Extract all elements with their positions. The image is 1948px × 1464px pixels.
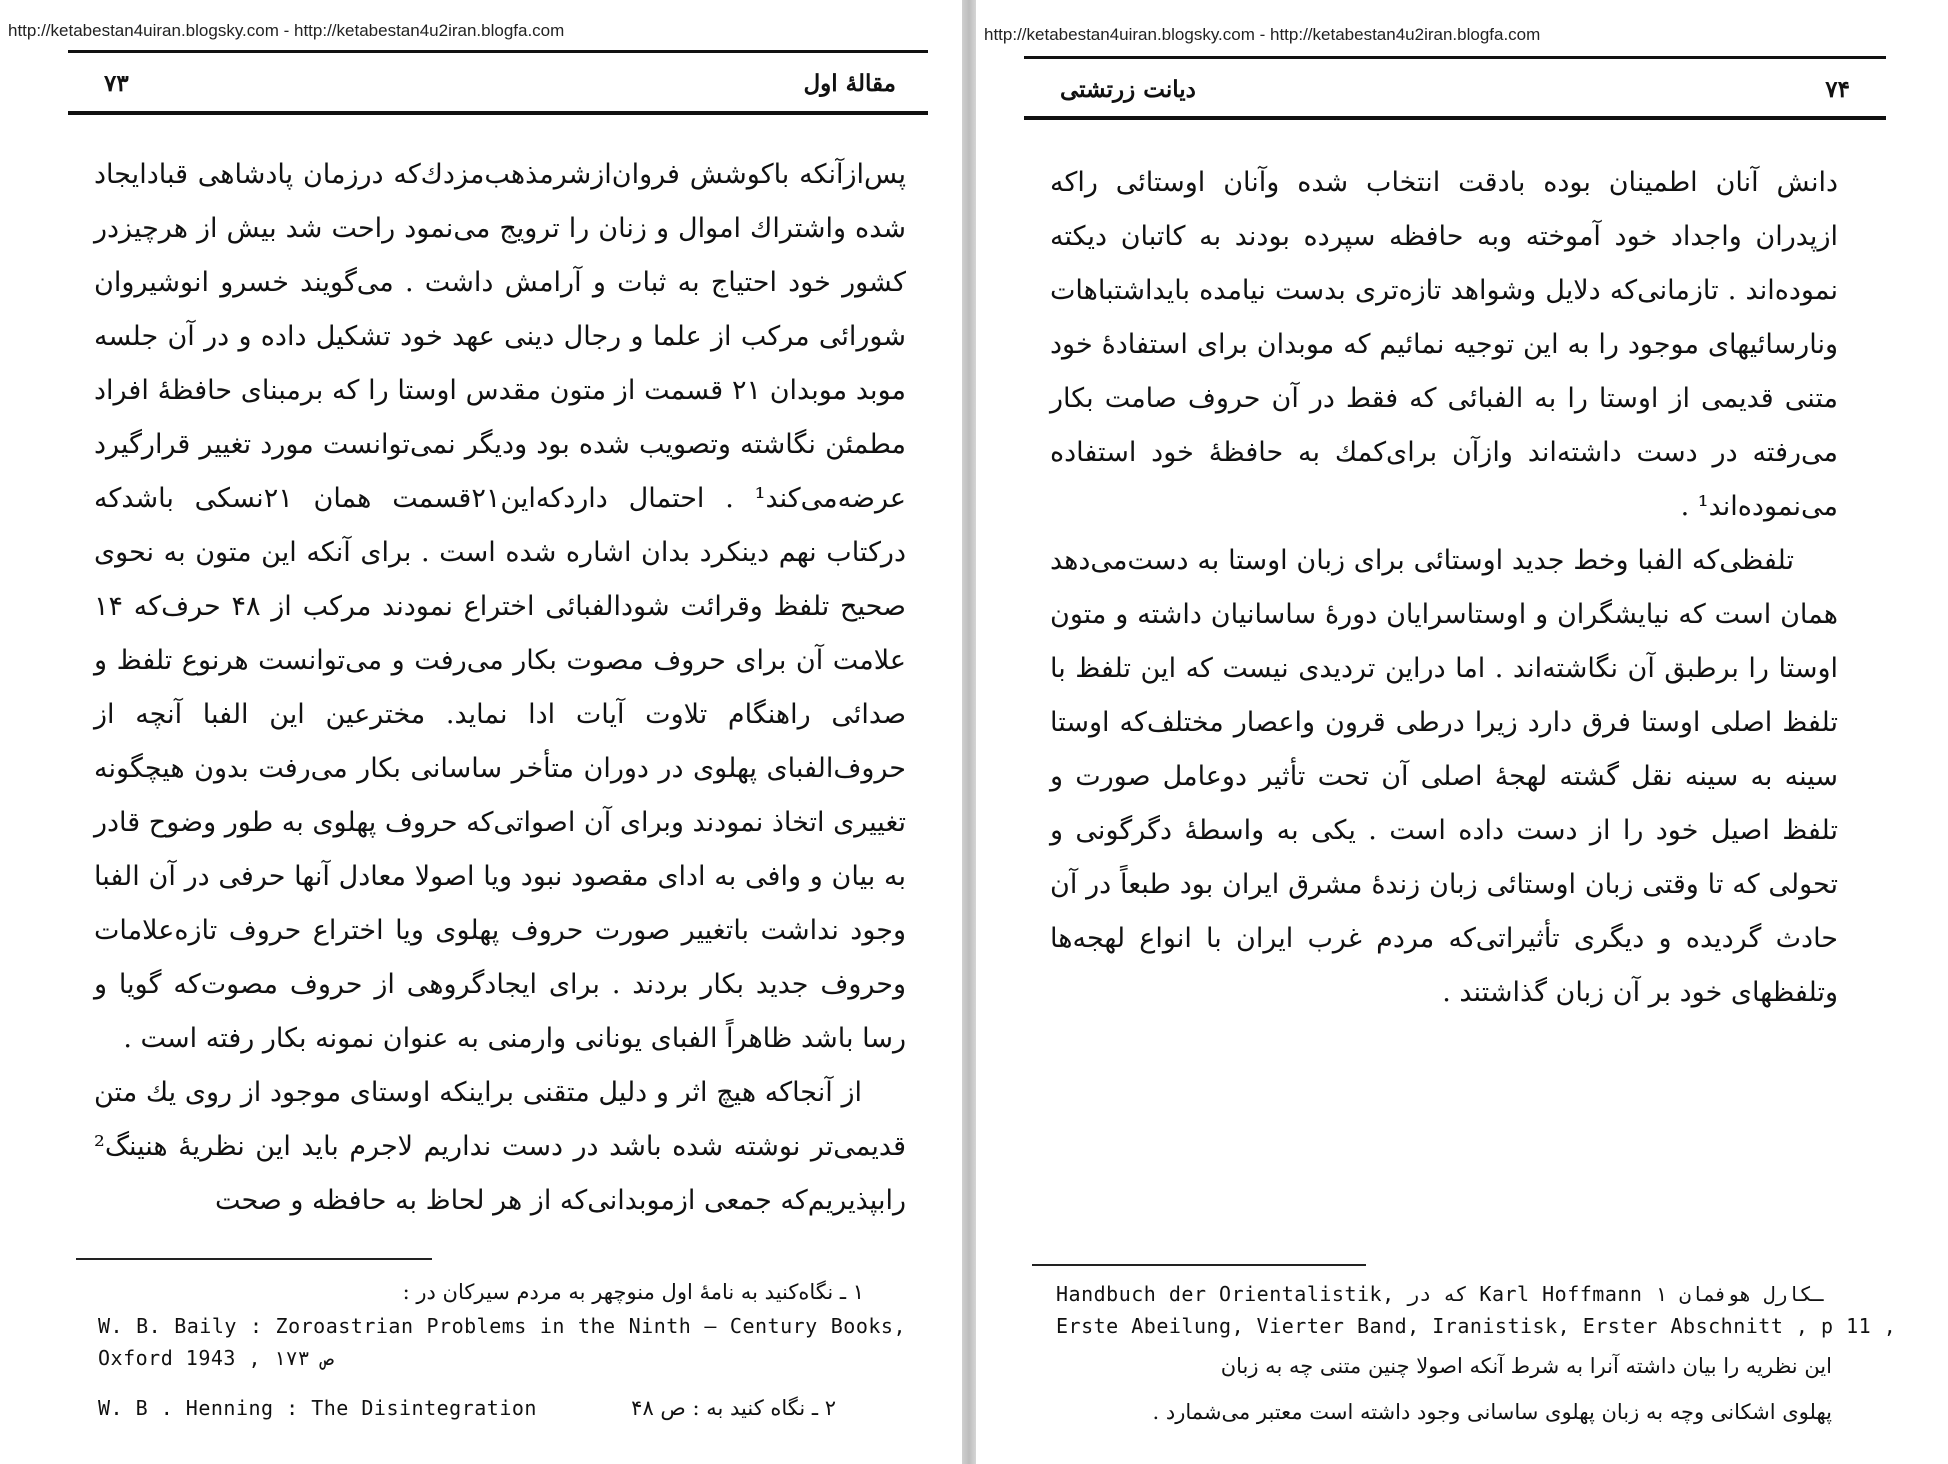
running-title: دیانت زرتشتی [1060,76,1196,103]
footnote-ref: W. B. Baily : Zoroastrian Problems in the Ninth – Century Books, [98,1314,906,1338]
header-rule-top [68,50,928,53]
footnote-1: ۱ ـ نگاه‌کنید به نامهٔ اول منوچهر به مردم سیرکان در : [402,1280,864,1304]
footnote-text: این نظریه را بیان داشته آنرا به شرط آنکه اصولا چنین متنی چه به زبان [1220,1354,1832,1378]
paragraph: پس‌ازآنکه باکوشش فروان‌ازشرمذهب‌مزدك‌که درزمان پادشاهی قبادایجاد شده واشتراك اموال و زنان را ترویج می‌نمود راحت شد بیش از هرچیزدر کشور خود احتیاج به ثبات و آرامش داشت . می‌گویند خسرو انوشیروان شورائی مرکب از علما و رجال دینی عهد خود تشکیل داده و در آن جلسه موبد موبدان ۲۱ قسمت از متون مقدس اوستا را که برمبنای حافظهٔ افراد مطمئن نگاشته وتصویب شده بود ودیگر نمی‌توانست مورد تغییر قرارگیرد عرضه‌می‌کند¹ . احتمال داردکه‌این۲۱قسمت همان ۲۱نسکی باشدکه درکتاب نهم دینکرد بدان اشاره شده است . برای آنکه این متون به نحوی صحیح تلفظ وقرائت شودالفبائی اختراع نمودند مرکب از ۴۸ حرف‌که ۱۴ علامت آن برای حروف مصوت بکار می‌رفت و می‌توانست هرنوع تلفظ و صدائی راهنگام تلاوت آیات ادا نماید. مخترعین این الفبا آنچه از حروف‌الفبای پهلوی در دوران متأخر ساسانی بکار می‌رفت بدون هیچگونه تغییری اتخاذ نمودند وبرای آن اصواتی‌که حروف پهلوی به طور وضوح قادر به بیان و وافی به ادای مقصود نبود ویا اصولا معادل آنها حرفی در آن الفبا وجود نداشت باتغییر صورت حروف پهلوی ویا اختراع حروف تازه‌علامات وحروف جدید بکار بردند . برای ایجادگروهی از حروف مصوت‌که گویا و رسا باشد ظاهراً الفبای یونانی وارمنی به عنوان نمونه بکار رفته است . [94,159,906,1054]
paragraph: از آنجاکه هیچ اثر و دلیل متقنی براینکه اوستای موجود از روی یك متن قدیمی‌تر نوشته شده باشد در دست نداریم لاجرم باید این نظریهٔ هنینگ² رابپذیریم‌که جمعی ازموبدانی‌که از هر لحاظ به حافظه و صحت [94,1077,906,1216]
footnote-ref: W. B . Henning : The Disintegration [98,1396,537,1420]
url-header: http://ketabestan4uiran.blogsky.com - http://ketabestan4u2iran.blogfa.com [984,25,1541,44]
header-rule-top [1024,56,1886,59]
page-number: ۷۴ [1825,76,1850,103]
header-rule-bottom [68,111,928,115]
paragraph: دانش آنان اطمینان بوده بادقت انتخاب شده وآنان اوستائی راکه ازپدران واجداد خود آموخته وبه حافظه سپرده بودند به کاتبان دیکته نموده‌اند . تازمانی‌که دلایل وشواهد تازه‌تری بدست نیامده بایداشتباهات ونارسائیهای موجود را به این توجیه نمائیم که موبدان برای استفادهٔ خود متنی قدیمی از اوستا را به الفبائی که فقط در آن حروف صامت بکار می‌رفته در دست داشته‌اند وازآن برای‌کمك به حافظهٔ خود استفاده می‌نموده‌اند¹ . [1050,167,1838,522]
footnote-ref: Oxford 1943 , ص ۱۷۳ [98,1346,334,1370]
footnote-text: پهلوی اشکانی وچه به زبان پهلوی ساسانی وجود داشته است معتبر می‌شمارد . [1152,1400,1832,1424]
page-number: ۷۳ [104,70,129,97]
left-body-text [94,148,906,1228]
right-body-text [1050,156,1838,1020]
footnote-rule [1032,1264,1366,1266]
footnote-rule [76,1258,432,1260]
footnote-2: ۲ ـ نگاه کنید به : ص ۴۸ [631,1396,836,1420]
left-page [0,0,962,1464]
url-header: http://ketabestan4uiran.blogsky.com - http://ketabestan4u2iran.blogfa.com [8,21,565,40]
running-title: مقالهٔ اول [803,70,896,97]
footnote-ref: Erste Abeilung, Vierter Band, Iranistisk, Erster Abschnitt , p 11 , [1056,1314,1897,1338]
header-rule-bottom [1024,116,1886,120]
footnote-1: Handbuch der Orientalistik, که در Karl Hoffmann ۱ ـکارل هوفمان [1056,1282,1824,1306]
paragraph: تلفظی‌که الفبا وخط جدید اوستائی برای زبان اوستا به دست‌می‌دهد همان است که نیایشگران و اوستاسرایان دورهٔ ساسانیان داشته و متون اوستا را برطبق آن نگاشته‌اند . اما دراین تردیدی نیست که این تلفظ با تلفظ اصلی اوستا فرق دارد زیرا درطی قرون واعصار مختلف‌که اوستا سینه به سینه نقل گشته لهجهٔ اصلی آن تحت تأثیر دوعامل صورت و تلفظ اصیل خود را از دست داده است . یکی به واسطهٔ دگرگونی و تحولی که تا وقتی زبان اوستائی زبان زندهٔ مشرق ایران بود طبعاً در آن حادث گردیده و دیگری تأثیراتی‌که مردم غرب ایران با انواع لهجه‌ها وتلفظهای خود بر آن زبان گذاشتند . [1050,545,1838,1008]
page-gutter [962,0,976,1464]
right-page [976,0,1948,1464]
